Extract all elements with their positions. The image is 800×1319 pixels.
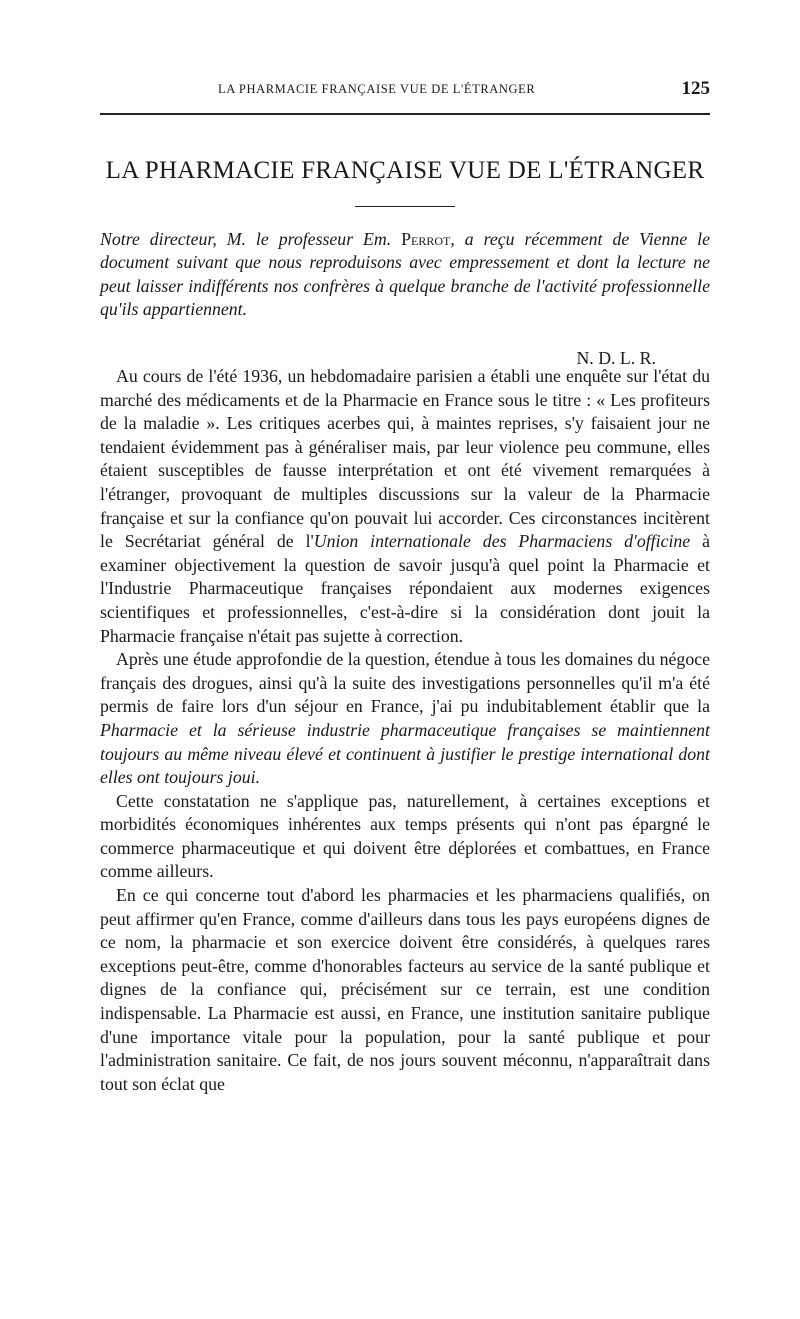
article-body: [100, 365, 710, 1096]
header-rule: [100, 113, 710, 115]
running-header: [100, 78, 710, 102]
paragraph-4: En ce qui concerne tout d'abord les pharmacies et les pharmaciens qualifiés, on peut affirmer qu'en France, comme d'ailleurs dans tous les pays européens dignes de ce nom, la pharmacie et son exercice doivent être considérés, à quelques rares exceptions peut-être, comme d'honorables facteurs au service de la santé publique et dignes de la confiance qui, précisément sur ce terrain, est une condition indispensable. La Pharmacie est aussi, en France, une institution sanitaire publique d'une importance vitale pour la population, pour la santé publique et pour l'administration sanitaire. Ce fait, de nos jours souvent méconnu, n'apparaîtrait dans tout son éclat que: [100, 885, 710, 1094]
paragraph-2: [100, 648, 710, 790]
running-title: LA PHARMACIE FRANÇAISE VUE DE L'ÉTRANGER: [218, 82, 536, 96]
paragraph-1: [100, 365, 710, 648]
title-rule: [355, 206, 455, 207]
note-text-start: Notre directeur, M. le professeur Em.: [100, 229, 402, 249]
paragraph-1-text-b: à examiner objectivement la question de savoir jusqu'à quel point la Pharmacie et l'Industrie Pharmaceutique françaises répondaient aux modernes exigences scientifiques et professionnelles, c'est-à-dire si la considération dont jouit la Pharmacie française n'était pas sujette à correction.: [100, 531, 710, 646]
paragraph-1-italic: Union internationale des Pharmaciens d'officine: [313, 531, 691, 552]
editor-note: [100, 228, 710, 322]
paragraph-1-text-a: Au cours de l'été 1936, un hebdomadaire parisien a établi une enquête sur l'état du marché des médicaments et de la Pharmacie en France sous le titre : « Les profiteurs de la maladie ». Les critiques acerbes qui, à maintes reprises, s'y faisaient jour ne tendaient évidemment pas à généraliser mais, par leur violence peu commune, elles étaient susceptibles de fausse interprétation et ont été vivement remarquées à l'étranger, provoquant de multiples discussions sur la valeur de la Pharmacie française et sur la confiance qu'on pouvait lui accorder. Ces circonstances incitèrent le Secrétariat général de l': [100, 366, 710, 552]
note-director-name: Perrot: [401, 229, 451, 249]
note-text-end: , a reçu récemment de Vienne le document suivant que nous reproduisons avec empressement et dont la lecture ne peut laisser indifférents nos confrères à quelque branche de l'activité professionnelle qu'ils appartiennent.: [100, 229, 710, 320]
paragraph-2-text: Après une étude approfondie de la question, étendue à tous les domaines du négoce français des drogues, ainsi qu'à la suite des investigations personnelles qu'il m'a été permis de faire lors d'un séjour en France, j'ai pu indubitablement établir que la: [100, 649, 710, 717]
page-number: 125: [681, 78, 710, 99]
editor-note-signature: N. D. L. R.: [576, 348, 656, 368]
paragraph-2-italic: Pharmacie et la sérieuse industrie pharmaceutique françaises se maintiennent toujours au même niveau élevé et continuent à justifier le prestige international dont elles ont toujours joui.: [100, 719, 710, 788]
paragraph-3: Cette constatation ne s'applique pas, naturellement, à certaines exceptions et morbidités économiques inhérentes aux temps présents qui n'ont pas épargné le commerce pharmaceutique et qui doivent être déplorées et combattues, en France comme ailleurs.: [100, 790, 710, 882]
article-title: LA PHARMACIE FRANÇAISE VUE DE L'ÉTRANGER: [105, 157, 705, 184]
